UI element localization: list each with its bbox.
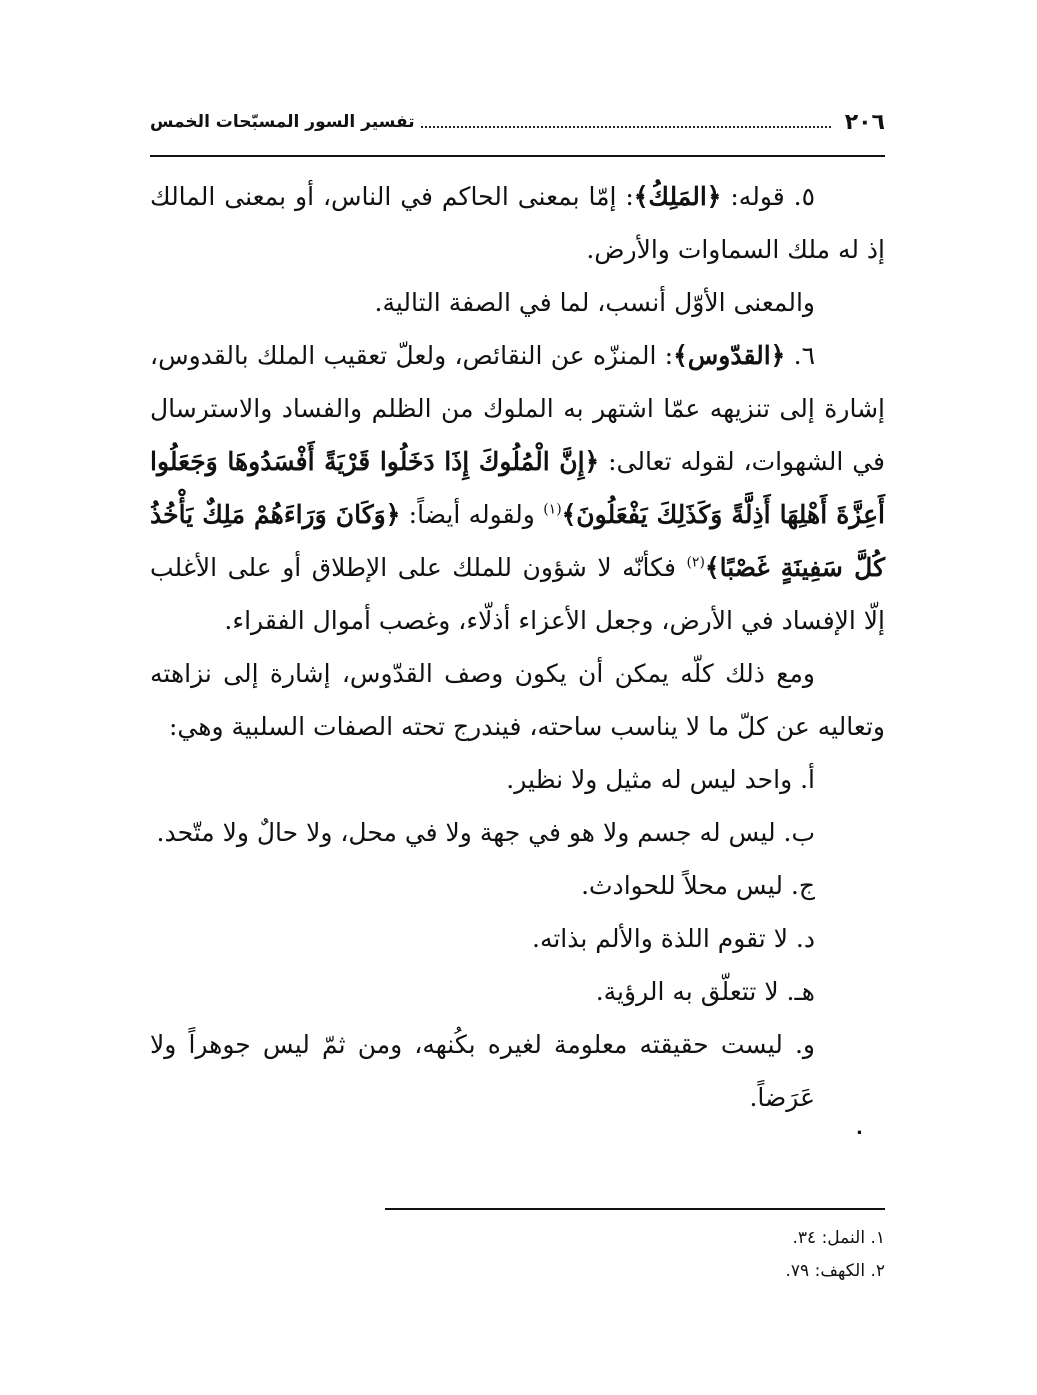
footnote-ref-1: (١) (543, 501, 562, 518)
header-leader-dots (421, 126, 831, 128)
paragraph-item-6 (150, 329, 885, 647)
item-5-text: : إمّا بمعنى الحاكم في الناس، أو بمعنى المالك إذ له ملك السماوات والأرض. (150, 182, 885, 264)
item-5-label: ٥. قوله: (721, 182, 815, 211)
footnote-ref-2: (٢) (686, 554, 705, 571)
header-rule (150, 155, 885, 157)
item-6-text: : المنزّه عن النقائص، ولعلّ تعقيب الملك بالقدوس، إشارة إلى تنزيهه عمّا اشتهر به الملوك من الظلم والفساد والاسترسال في الشهوات، لقوله تعالى: (150, 341, 885, 476)
footnote: ٢. الكهف: ٧٩. (785, 1261, 885, 1281)
page-number: ٢٠٦ (844, 109, 885, 135)
item-6-label: ٦. (785, 341, 815, 370)
list-item: ج. ليس محلاً للحوادث. (581, 871, 815, 900)
mid-text: ولقوله أيضاً: (400, 500, 544, 529)
tail-text: فكأنّه لا شؤون للملك على الإطلاق أو على الأغلب إلّا الإفساد في الأرض، وجعل الأعزاء أذلّاء، وغصب أموال الفقراء. (150, 553, 885, 635)
quran-verse-2: ﴿وَكَانَ وَرَاءَهُمْ مَلِكٌ يَأْخُذُ كُلَّ سَفِينَةٍ غَصْبًا﴾ (150, 500, 885, 582)
item-5-term: ﴿المَلِكُ﴾ (633, 182, 722, 211)
list-item: ب. ليس له جسم ولا هو في جهة ولا في محل، ولا حالٌ ولا متّحد. (156, 818, 815, 847)
list-item: أ. واحد ليس له مثيل ولا نظير. (506, 765, 815, 794)
paragraph-item-5 (150, 170, 885, 276)
paragraph-meaning: والمعنى الأوّل أنسب، لما في الصفة التالية. (374, 288, 815, 317)
footnote: ١. النمل: ٣٤. (792, 1228, 885, 1248)
list-item: هـ. لا تتعلّق به الرؤية. (595, 977, 815, 1006)
running-title: تفسير السور المسبّحات الخمس (150, 112, 415, 132)
footnote-rule (385, 1208, 885, 1210)
quran-verse-1: ﴿إِنَّ الْمُلُوكَ إِذَا دَخَلُوا قَرْيَةً أَفْسَدُوهَا وَجَعَلُوا أَعِزَّةَ أَهْلِهَا أَذِلَّةً وَكَذَلِكَ يَفْعَلُونَ﴾ (150, 447, 885, 529)
footnotes (600, 1222, 885, 1288)
item-6-term: ﴿القدّوس﴾ (673, 341, 786, 370)
list-item: د. لا تقوم اللذة والألم بذاته. (532, 924, 815, 953)
list-item: و. ليست حقيقته معلومة لغيره بكُنهه، ومن ثمّ ليس جوهراً ولا عَرَضاً. (150, 1030, 815, 1112)
paragraph-with-all: ومع ذلك كلّه يمكن أن يكون وصف القدّوس، إشارة إلى نزاهته وتعاليه عن كلّ ما لا يناسب ساحته، فيندرج تحته الصفات السلبية وهي: (150, 659, 885, 741)
stray-mark: . (856, 1118, 863, 1139)
page-header (150, 102, 885, 142)
body-text (150, 170, 885, 1124)
